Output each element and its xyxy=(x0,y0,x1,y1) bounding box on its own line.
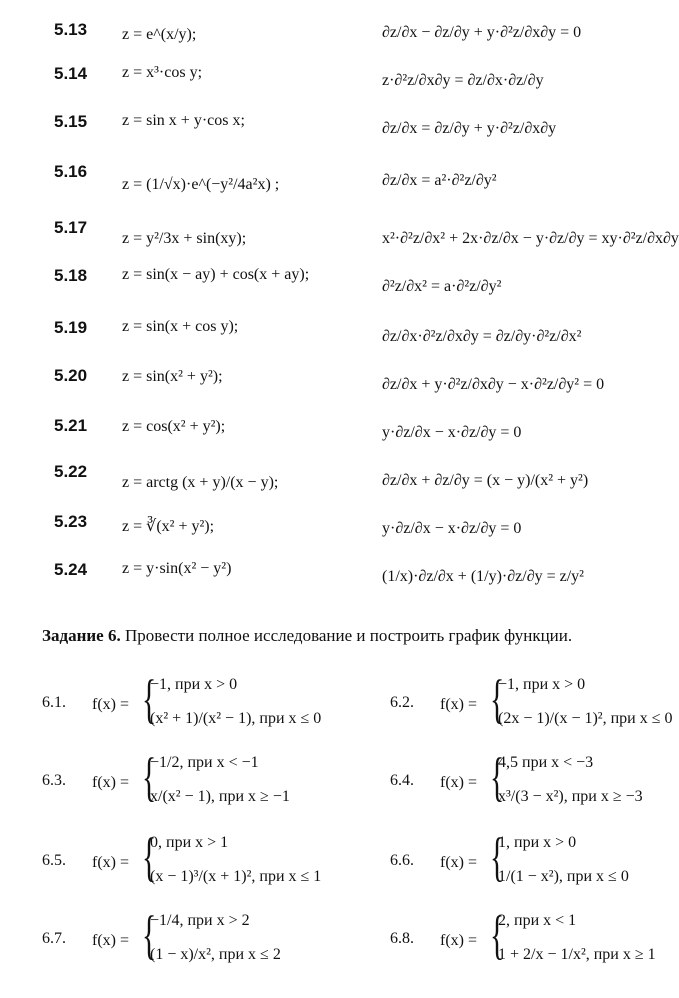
function-item xyxy=(42,905,342,978)
function-case-1: −1/4, при x > 2 xyxy=(150,912,250,929)
function-number: 6.1. xyxy=(42,694,66,711)
problem-equation: ∂z/∂x = a²·∂²z/∂y² xyxy=(382,172,497,189)
problem-number: 5.23 xyxy=(54,512,88,531)
problem-function: z = sin(x + cos y); xyxy=(122,318,239,335)
function-case-2: (1 − x)/x², при x ≤ 2 xyxy=(150,946,281,963)
problem-number: 5.16 xyxy=(54,162,88,181)
problem-number: 5.15 xyxy=(54,112,88,131)
brace-icon: { xyxy=(142,669,157,729)
function-case-2: 1/(1 − x²), при x ≤ 0 xyxy=(498,868,629,885)
function-case-1: −1/2, при x < −1 xyxy=(150,754,259,771)
brace-icon: { xyxy=(490,747,505,807)
function-number: 6.2. xyxy=(390,694,414,711)
problem-number: 5.13 xyxy=(54,20,88,39)
function-number: 6.3. xyxy=(42,772,66,789)
problem-equation: y·∂z/∂x − x·∂z/∂y = 0 xyxy=(382,424,522,441)
problem-function: z = cos(x² + y²); xyxy=(122,418,226,435)
function-case-2: x³/(3 − x²), при x ≥ −3 xyxy=(498,788,643,805)
function-item xyxy=(42,747,342,820)
function-case-2: (x² + 1)/(x² − 1), при x ≤ 0 xyxy=(150,710,322,727)
brace-icon: { xyxy=(490,669,505,729)
function-item xyxy=(390,747,650,820)
function-number: 6.4. xyxy=(390,772,414,789)
function-number: 6.8. xyxy=(390,930,414,947)
function-case-1: 0, при x > 1 xyxy=(150,834,229,851)
task-6-heading xyxy=(42,626,572,646)
problem-number: 5.17 xyxy=(54,218,88,237)
task-6-label: Задание 6. xyxy=(42,626,121,645)
problem-number: 5.22 xyxy=(54,462,88,481)
function-case-1: 1, при x > 0 xyxy=(498,834,577,851)
function-lhs: f(x) = xyxy=(440,854,478,871)
problem-number: 5.21 xyxy=(54,416,88,435)
brace-icon: { xyxy=(142,905,157,965)
function-lhs: f(x) = xyxy=(440,932,478,949)
function-case-2: x/(x² − 1), при x ≥ −1 xyxy=(150,788,290,805)
problem-equation: ∂z/∂x − ∂z/∂y + y·∂²z/∂x∂y = 0 xyxy=(382,24,582,41)
problem-equation: y·∂z/∂x − x·∂z/∂y = 0 xyxy=(382,520,522,537)
problem-number: 5.20 xyxy=(54,366,88,385)
function-item xyxy=(390,827,650,900)
problem-equation: x²·∂²z/∂x² + 2x·∂z/∂x − y·∂z/∂y = xy·∂²z/∂x∂y xyxy=(382,230,679,247)
problem-equation: ∂z/∂x + ∂z/∂y = (x − y)/(x² + y²) xyxy=(382,472,589,489)
task-6-text: Провести полное исследование и построить график функции. xyxy=(124,626,573,645)
problem-equation: ∂²z/∂x² = a·∂²z/∂y² xyxy=(382,278,502,295)
function-lhs: f(x) = xyxy=(92,696,130,713)
function-case-1: 2, при x < 1 xyxy=(498,912,577,929)
function-case-1: 4,5 при x < −3 xyxy=(498,754,594,771)
problem-number: 5.19 xyxy=(54,318,88,337)
problem-function: z = sin(x − ay) + cos(x + ay); xyxy=(122,266,310,283)
function-case-2: (2x − 1)/(x − 1)², при x ≤ 0 xyxy=(498,710,673,727)
problem-function: z = ∛(x² + y²); xyxy=(122,518,215,535)
function-case-1: −1, при x > 0 xyxy=(498,676,586,693)
function-number: 6.5. xyxy=(42,852,66,869)
brace-icon: { xyxy=(142,827,157,887)
problem-equation: ∂z/∂x = ∂z/∂y + y·∂²z/∂x∂y xyxy=(382,120,557,137)
problem-function: z = x³·cos y; xyxy=(122,64,203,81)
function-number: 6.7. xyxy=(42,930,66,947)
problem-number: 5.24 xyxy=(54,560,88,579)
function-item xyxy=(42,669,342,742)
problem-function: z = (1/√x)·e^(−y²/4a²x) ; xyxy=(122,176,280,193)
function-lhs: f(x) = xyxy=(440,696,478,713)
function-item xyxy=(390,905,656,978)
problem-equation: ∂z/∂x + y·∂²z/∂x∂y − x·∂²z/∂y² = 0 xyxy=(382,376,605,393)
function-case-1: −1, при x > 0 xyxy=(150,676,238,693)
function-lhs: f(x) = xyxy=(92,932,130,949)
function-lhs: f(x) = xyxy=(440,774,478,791)
problem-equation: ∂z/∂x·∂²z/∂x∂y = ∂z/∂y·∂²z/∂x² xyxy=(382,328,582,345)
function-lhs: f(x) = xyxy=(92,774,130,791)
function-lhs: f(x) = xyxy=(92,854,130,871)
brace-icon: { xyxy=(142,747,157,807)
problem-function: z = y²/3x + sin(xy); xyxy=(122,230,247,247)
problem-function: z = arctg (x + y)/(x − y); xyxy=(122,474,279,491)
function-case-2: 1 + 2/x − 1/x², при x ≥ 1 xyxy=(498,946,656,963)
function-item xyxy=(390,669,673,742)
function-number: 6.6. xyxy=(390,852,414,869)
brace-icon: { xyxy=(490,827,505,887)
problem-number: 5.14 xyxy=(54,64,88,83)
problem-function: z = e^(x/y); xyxy=(122,26,197,43)
function-case-2: (x − 1)³/(x + 1)², при x ≤ 1 xyxy=(150,868,322,885)
problem-equation: z·∂²z/∂x∂y = ∂z/∂x·∂z/∂y xyxy=(382,72,544,89)
problem-function: z = y·sin(x² − y²) xyxy=(122,560,232,577)
problem-equation: (1/x)·∂z/∂x + (1/y)·∂z/∂y = z/y² xyxy=(382,568,584,585)
problem-number: 5.18 xyxy=(54,266,88,285)
problem-function: z = sin x + y·cos x; xyxy=(122,112,245,129)
brace-icon: { xyxy=(490,905,505,965)
problem-function: z = sin(x² + y²); xyxy=(122,368,223,385)
function-item xyxy=(42,827,342,900)
